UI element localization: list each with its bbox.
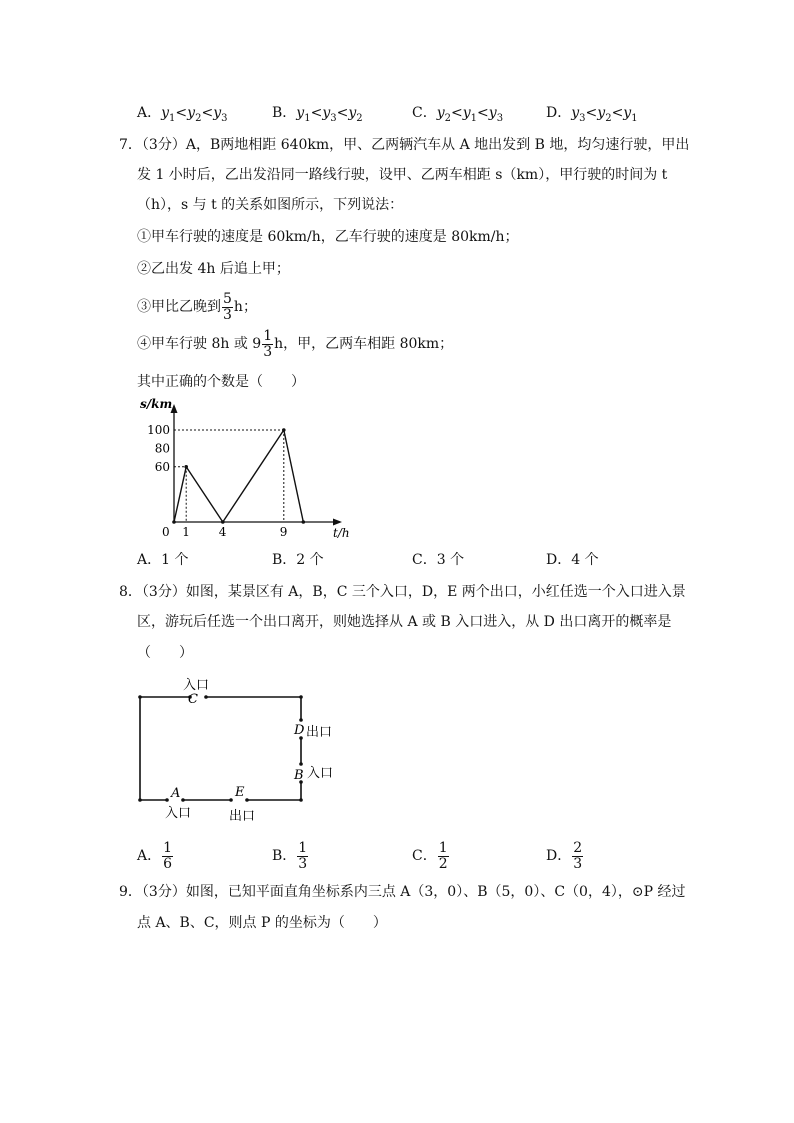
gate-b-label: 入口 bbox=[307, 766, 334, 781]
gate-e-label: 出口 bbox=[229, 809, 256, 824]
x-tick-label: 9 bbox=[279, 525, 288, 539]
q7-line1: 7．（3分）A，B两地相距 640km，甲、乙两辆汽车从 A 地出发到 B 地，均匀速行驶，甲出 bbox=[119, 137, 690, 153]
x-tick-label: 0 bbox=[162, 525, 170, 539]
data-point bbox=[221, 520, 225, 524]
q6-option-d[interactable]: D．$y_3<y_2<y_1$ bbox=[546, 105, 638, 124]
x-tick-label: 1 bbox=[182, 525, 190, 539]
gate-d: D bbox=[294, 723, 305, 738]
q7-statement-1: ①甲车行驶的速度是 60km/h，乙车行驶的速度是 80km/h； bbox=[137, 229, 519, 245]
q7-statement-2: ②乙出发 4h 后追上甲； bbox=[137, 261, 290, 277]
q8-line1: 8．（3分）如图，某景区有 A，B，C 三个入口，D，E 两个出口，小红任选一个入口进入景 bbox=[119, 584, 686, 600]
q7-question: 其中正确的个数是（ ） bbox=[137, 374, 305, 390]
q7-statement-4: ④甲车行驶 8h 或 9 $\frac{1}{3}$ h，甲，乙两车相距 80km； bbox=[137, 327, 454, 360]
data-point bbox=[184, 465, 188, 469]
q7-distance-time-chart bbox=[130, 392, 360, 544]
q9-line2: 点 A、B、C，则点 P 的坐标为（ ） bbox=[137, 915, 387, 931]
gate-d-label: 出口 bbox=[306, 725, 333, 740]
gate-a: A bbox=[171, 786, 181, 801]
y-axis-label: s/km bbox=[140, 397, 173, 411]
q8-option-d[interactable]: D． $\frac{2}{3}$ bbox=[546, 839, 583, 872]
gate-e: E bbox=[235, 785, 245, 800]
data-point bbox=[172, 520, 176, 524]
q8-option-a[interactable]: A． $\frac{1}{6}$ bbox=[137, 839, 173, 872]
q7-statement-3: ③甲比乙晚到 $\frac{5}{3}$ h； bbox=[137, 290, 257, 323]
q7-option-c[interactable]: C．3 个 bbox=[412, 552, 465, 568]
q7-option-d[interactable]: D．4 个 bbox=[546, 552, 599, 568]
x-axis-arrow bbox=[333, 519, 342, 526]
q8-line2: 区，游玩后任选一个出口离开，则她选择从 A 或 B 入口进入，从 D 出口离开的概率是 bbox=[137, 614, 672, 630]
q7-line2: 发 1 小时后，乙出发沿同一路线行驶，设甲、乙两车相距 s（km），甲行驶的时间为 t bbox=[137, 167, 668, 183]
y-tick-label: 100 bbox=[147, 423, 170, 437]
data-point bbox=[282, 428, 286, 432]
q7-line3: （h），s 与 t 的关系如图所示，下列说法： bbox=[137, 197, 404, 213]
y-tick-label: 80 bbox=[154, 441, 170, 456]
gate-b: B bbox=[294, 768, 304, 783]
x-tick-label: 4 bbox=[218, 525, 227, 539]
scenic-area-boundary bbox=[140, 697, 301, 800]
x-axis-label: t/h bbox=[333, 526, 350, 540]
gate-a-label: 入口 bbox=[165, 806, 192, 821]
q7-option-a[interactable]: A．1 个 bbox=[137, 552, 189, 568]
y-tick-label: 60 bbox=[154, 459, 170, 474]
gate-c-label: 入口 bbox=[183, 678, 210, 693]
gate-points bbox=[138, 695, 303, 802]
data-point bbox=[302, 520, 306, 524]
q8-option-b[interactable]: B． $\frac{1}{3}$ bbox=[272, 839, 308, 872]
fraction-5-3: $\frac{5}{3}$ bbox=[223, 290, 232, 323]
q9-line1: 9．（3分）如图，已知平面直角坐标系内三点 A（3，0）、B（5，0）、C（0，4），⊙P 经过 bbox=[119, 884, 686, 900]
q6-option-c[interactable]: C．$y_2<y_1<y_3$ bbox=[412, 105, 504, 124]
q7-option-b[interactable]: B．2 个 bbox=[272, 552, 324, 568]
q6-option-b[interactable]: B．$y_1<y_3<y_2$ bbox=[272, 105, 363, 124]
q6-option-a[interactable]: A．$y_1<y_2<y_3$ bbox=[137, 105, 228, 124]
q8-line3: （ ） bbox=[137, 645, 193, 661]
fraction-1-3: $\frac{1}{3}$ bbox=[263, 327, 273, 360]
q8-scenic-area-diagram bbox=[125, 672, 345, 827]
gate-c: C bbox=[188, 692, 198, 707]
q8-option-c[interactable]: C． $\frac{1}{2}$ bbox=[412, 839, 448, 872]
